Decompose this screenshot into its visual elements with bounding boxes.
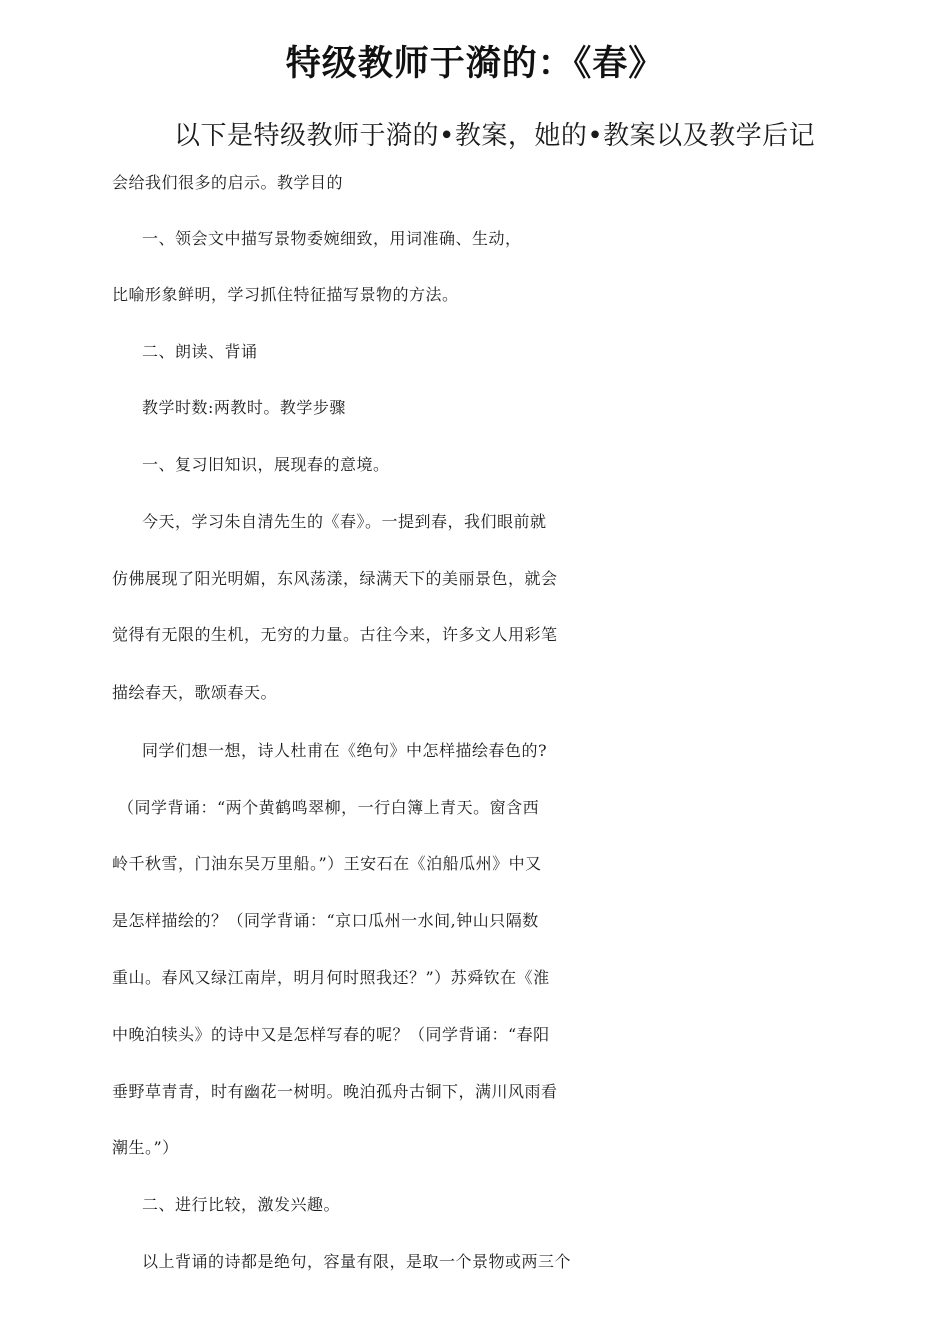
- paragraph-line: 仿佛展现了阳光明媚，东风荡漾，绿满天下的美丽景色，就会: [112, 569, 558, 588]
- paragraph-line: 觉得有无限的生机，无穷的力量。古往今来，许多文人用彩笔: [112, 625, 558, 644]
- paragraph-line: 岭千秋雪，门油东吴万里船。”）王安石在《泊船瓜州》中又: [112, 854, 542, 873]
- paragraph-line: 一、领会文中描写景物委婉细致，用词准确、生动，: [142, 229, 522, 248]
- paragraph-line: （同学背诵：“两个黄鹤鸣翠柳，一行白簿上青天。窗含西: [118, 798, 540, 817]
- paragraph-line: 潮生。”）: [112, 1138, 179, 1157]
- paragraph-line: 中晚泊犊头》的诗中又是怎样写春的呢？（同学背诵：“春阳: [112, 1025, 550, 1044]
- paragraph-line: 以上背诵的诗都是绝句，容量有限，是取一个景物或两三个: [142, 1252, 572, 1271]
- paragraph-line: 描绘春天，歌颂春天。: [112, 683, 278, 702]
- document-title: 特级教师于漪的：《春》: [285, 44, 665, 84]
- paragraph-line: 一、复习旧知识，展现春的意境。: [142, 455, 390, 474]
- paragraph-line: 垂野草青青，时有幽花一树明。晚泊孤舟古铜下，满川风雨看: [112, 1082, 558, 1101]
- paragraph-line: 二、朗读、背诵: [142, 342, 258, 361]
- paragraph-line: 以下是特级教师于漪的•教案，她的•教案以及教学后记: [174, 121, 816, 151]
- paragraph-line: 比喻形象鲜明，学习抓住特征描写景物的方法。: [112, 285, 459, 304]
- paragraph-line: 二、进行比较，激发兴趣。: [142, 1195, 341, 1214]
- paragraph-line: 是怎样描绘的？（同学背诵：“京口瓜州一水间,钟山只隔数: [112, 911, 539, 930]
- paragraph-line: 会给我们很多的启示。教学目的: [112, 173, 344, 192]
- paragraph-line: 重山。春风又绿江南岸，明月何时照我还？”）苏舜钦在《淮: [112, 968, 550, 987]
- paragraph-line: 教学时数:两教时。教学步骤: [142, 398, 346, 417]
- paragraph-line: 今天，学习朱自清先生的《春》。一提到春，我们眼前就: [142, 512, 547, 531]
- paragraph-line: 同学们想一想，诗人杜甫在《绝句》中怎样描绘春色的?: [142, 741, 548, 760]
